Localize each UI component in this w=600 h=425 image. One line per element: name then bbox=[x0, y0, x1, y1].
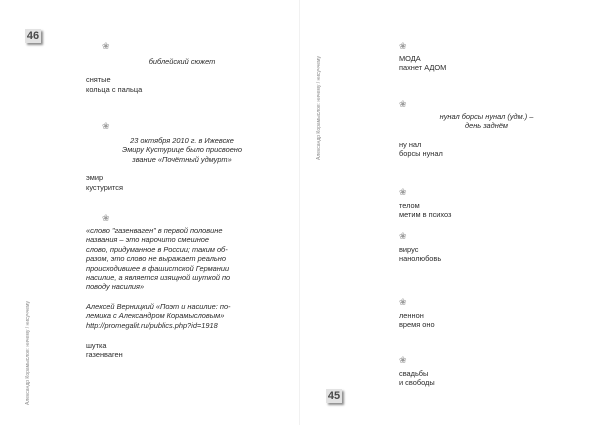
poem-line: время оно bbox=[399, 320, 435, 330]
source-line: лемика с Александром Корамысловым» bbox=[86, 311, 225, 321]
poem-gasenwagen bbox=[86, 214, 278, 360]
flower-ornament-icon: ❀ bbox=[399, 231, 407, 241]
epigraph-line: день заднём bbox=[465, 121, 508, 131]
poem-biblical bbox=[86, 42, 278, 94]
poem-svadby bbox=[399, 356, 574, 388]
poem-line: ну нал bbox=[399, 139, 422, 149]
poem-line: телом bbox=[399, 201, 420, 210]
spine-gutter bbox=[299, 0, 300, 425]
poem-line: эмир bbox=[86, 173, 104, 183]
flower-ornament-icon: ❀ bbox=[399, 41, 407, 51]
poem-line: пахнет АДОМ bbox=[399, 63, 447, 73]
poem-kusturica bbox=[86, 122, 278, 192]
side-caption-right: Александр Корамыслов: ничему / нисуччему bbox=[316, 55, 322, 160]
poem-line: метим в психоз bbox=[399, 210, 452, 220]
poem-virus bbox=[399, 232, 574, 264]
poem-line: МОДА bbox=[399, 54, 421, 63]
quote-block bbox=[86, 226, 278, 292]
flower-ornament-icon: ❀ bbox=[399, 297, 407, 307]
page-number-left: 46 bbox=[26, 30, 40, 42]
quote-line: «слово "газенваген" в первой половине bbox=[86, 226, 223, 235]
epigraph-line: Эмиру Кустурице было присвоено bbox=[122, 145, 242, 155]
flower-ornament-icon: ❀ bbox=[102, 213, 110, 223]
poem-line: газенваген bbox=[86, 350, 123, 360]
poem-line: свадьбы bbox=[399, 369, 429, 378]
poem-nunal bbox=[399, 100, 574, 159]
poem-line: нанолюбовь bbox=[399, 254, 442, 264]
epigraph-line: 23 октября 2010 г. в Ижевске bbox=[130, 136, 234, 145]
source-link: http://promegalit.ru/publics.php?id=1918 bbox=[86, 320, 218, 330]
poem-telom bbox=[399, 188, 574, 220]
page-number-right: 45 bbox=[327, 390, 341, 402]
poem-title: библейский сюжет bbox=[148, 57, 216, 66]
poem-line: леннон bbox=[399, 311, 424, 320]
epigraph-line: нунал борсы нунал (удм.) – bbox=[439, 112, 534, 121]
quote-source bbox=[86, 302, 278, 330]
quote-line: насилие, а является изящной шуткой по bbox=[86, 273, 231, 283]
flower-ornament-icon: ❀ bbox=[102, 41, 110, 51]
quote-line: происходившее в фашистской Германии bbox=[86, 263, 230, 273]
epigraph-line: звание «Почётный удмурт» bbox=[132, 154, 232, 164]
flower-ornament-icon: ❀ bbox=[102, 121, 110, 131]
quote-line: названия – это нарочито смешное bbox=[86, 235, 210, 245]
side-caption-left: Александр Корамыслов: ничему / нисуччему bbox=[25, 300, 31, 405]
poem-line: борсы нунал bbox=[399, 149, 443, 159]
poem-line: кольца с пальца bbox=[86, 84, 143, 94]
flower-ornament-icon: ❀ bbox=[399, 187, 407, 197]
poem-line: вирус bbox=[399, 245, 419, 254]
flower-ornament-icon: ❀ bbox=[399, 99, 407, 109]
poem-line: снятые bbox=[86, 75, 111, 85]
poem-lennon bbox=[399, 298, 574, 330]
quote-line: слово, придуманное в России; таким об- bbox=[86, 244, 228, 254]
poem-line: кустурится bbox=[86, 182, 123, 192]
poem-line: и свободы bbox=[399, 378, 435, 388]
poem-line: шутка bbox=[86, 341, 107, 351]
quote-line: поводу насилия» bbox=[86, 282, 145, 292]
quote-line: разом, это слово не выражает реально bbox=[86, 254, 226, 264]
source-line: Алексей Верницкий «Поэт и насилие: по- bbox=[86, 301, 231, 311]
poem-moda bbox=[399, 42, 574, 73]
flower-ornament-icon: ❀ bbox=[399, 355, 407, 365]
